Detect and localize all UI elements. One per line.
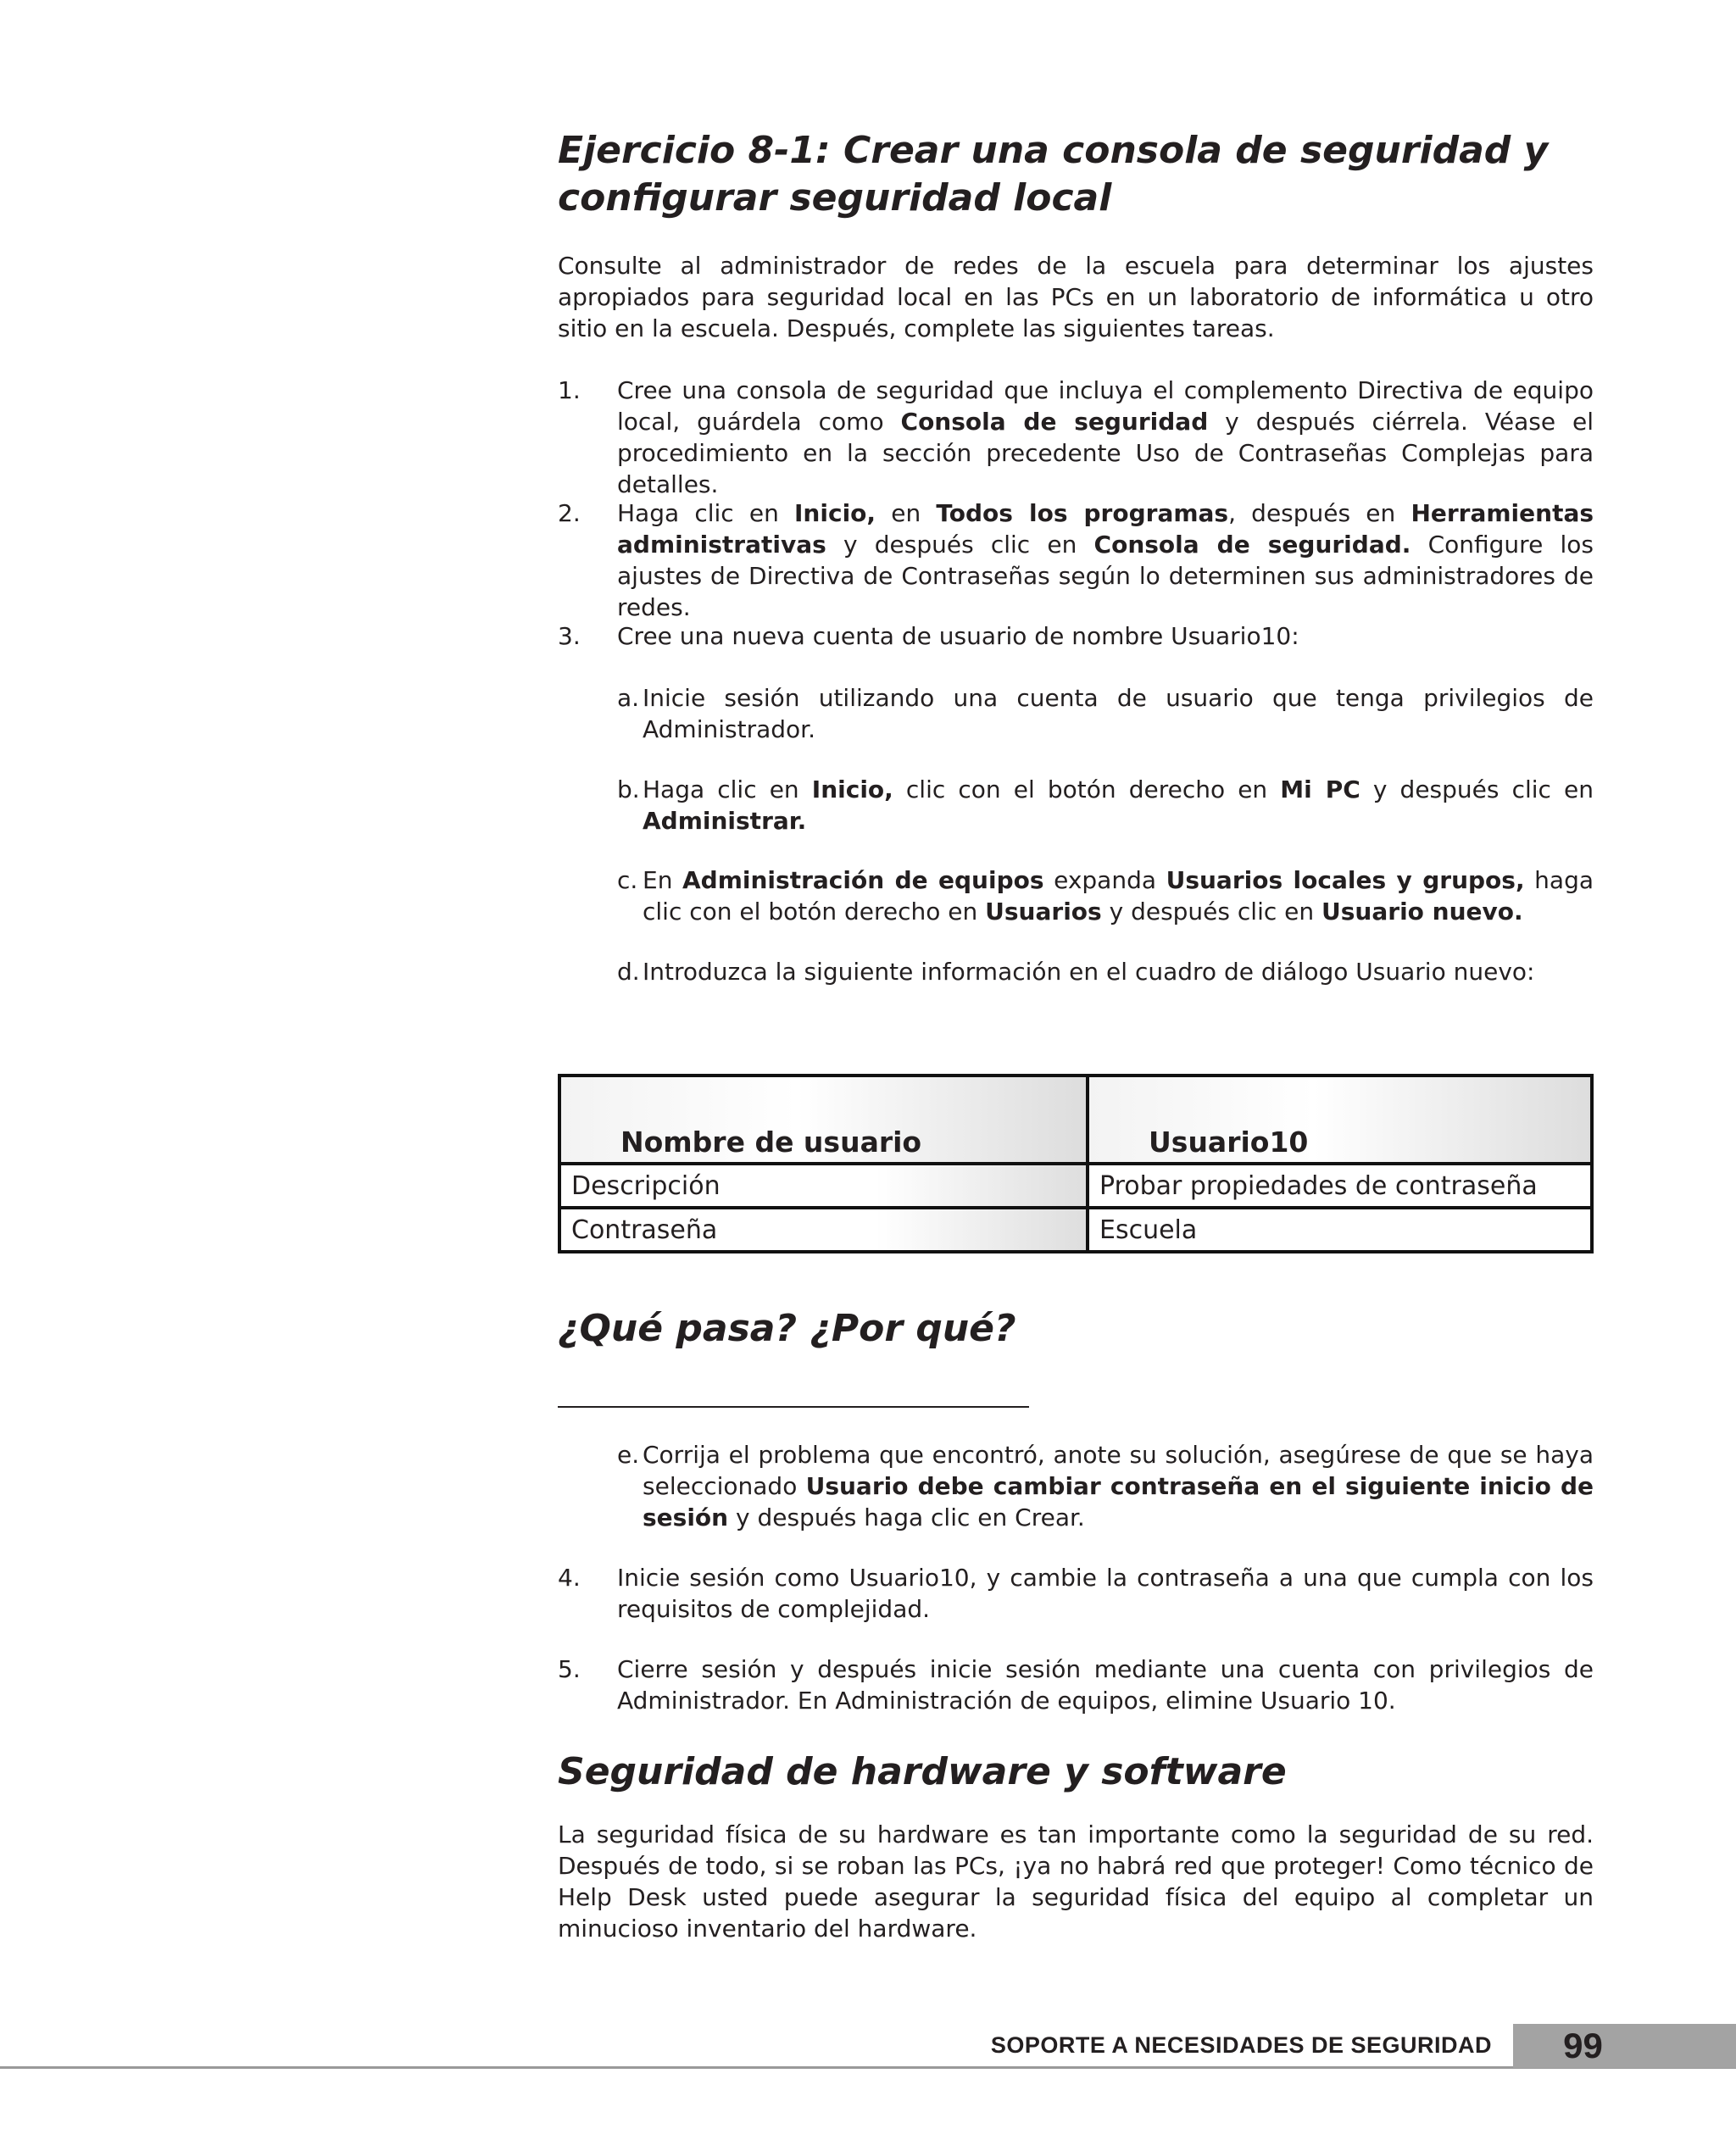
table-header-cell: Usuario10 <box>1088 1076 1592 1164</box>
step-text: Cierre sesión y después inicie sesión mediante una cuenta con privilegios de Administrador. En Administración de equipos, elimine Usuario 10. <box>617 1655 1594 1715</box>
substep-letter: d. <box>617 958 640 986</box>
user-info-table <box>558 1074 1594 1253</box>
step-number: 4. <box>558 1564 581 1592</box>
table-cell: Escuela <box>1088 1208 1592 1252</box>
intro-paragraph: Consulte al administrador de redes de la escuela para determinar los ajustes apropiados para seguridad local en las PCs en un laboratorio de informática u otro sitio en la escuela. Después, complete las siguientes tareas. <box>558 252 1594 342</box>
footer-chapter-title: SOPORTE A NECESIDADES DE SEGURIDAD <box>990 2032 1492 2058</box>
table-cell: Descripción <box>559 1164 1088 1208</box>
step-number: 2. <box>558 499 581 527</box>
step-number: 1. <box>558 376 581 404</box>
table-row <box>559 1208 1592 1252</box>
table-cell: Probar propiedades de contraseña <box>1088 1164 1592 1208</box>
substep-letter: c. <box>617 866 638 894</box>
substep-text: Haga clic en Inicio, clic con el botón derecho en Mi PC y después clic en Administrar. <box>643 775 1594 835</box>
substep-letter: a. <box>617 684 640 712</box>
substep-letter: e. <box>617 1441 640 1469</box>
substep-text: Introduzca la siguiente información en el cuadro de diálogo Usuario nuevo: <box>643 958 1535 986</box>
step-text: Cree una consola de seguridad que incluya el complemento Directiva de equipo local, guárdela como Consola de seguridad y después ciérrela. Véase el procedimiento en la sección precedente Uso de Contraseñas Complejas para detalles. <box>617 376 1594 498</box>
step-number: 5. <box>558 1655 581 1683</box>
step-text: Cree una nueva cuenta de usuario de nombre Usuario10: <box>617 622 1299 650</box>
question-heading: ¿Qué pasa? ¿Por qué? <box>558 1307 1016 1350</box>
page-number: 99 <box>1563 2026 1603 2065</box>
step-text: Haga clic en Inicio, en Todos los programas, después en Herramientas administrativas y después clic en Consola de seguridad. Configure los ajustes de Directiva de Contraseñas según lo determinen sus administradores de redes. <box>617 499 1594 621</box>
answer-line <box>558 1406 1029 1408</box>
page-number-box <box>1513 2024 1736 2068</box>
section-heading: Seguridad de hardware y software <box>558 1750 1287 1793</box>
substep-letter: b. <box>617 775 640 803</box>
section-paragraph: La seguridad física de su hardware es tan importante como la seguridad de su red. Después de todo, si se roban las PCs, ¡ya no habrá red que proteger! Como técnico de Help Desk usted puede asegurar la seguridad física del equipo al completar un minucioso inventario del hardware. <box>558 1820 1594 1943</box>
table-header-cell: Nombre de usuario <box>559 1076 1088 1164</box>
step-number: 3. <box>558 622 581 650</box>
table-cell: Contraseña <box>559 1208 1088 1252</box>
table-header-row <box>559 1076 1592 1164</box>
substep-text: Inicie sesión utilizando una cuenta de usuario que tenga privilegios de Administrador. <box>643 684 1594 743</box>
table-row <box>559 1164 1592 1208</box>
exercise-title: Ejercicio 8-1: Crear una consola de seguridad y configurar seguridad local <box>558 129 1549 220</box>
substep-text: En Administración de equipos expanda Usuarios locales y grupos, haga clic con el botón derecho en Usuarios y después clic en Usuario nuevo. <box>643 866 1594 925</box>
step-text: Inicie sesión como Usuario10, y cambie la contraseña a una que cumpla con los requisitos de complejidad. <box>617 1564 1594 1623</box>
substep-text: Corrija el problema que encontró, anote su solución, asegúrese de que se haya seleccionado Usuario debe cambiar contraseña en el siguiente inicio de sesión y después haga clic en Crear. <box>643 1441 1594 1531</box>
footer-rule <box>0 2066 1736 2069</box>
